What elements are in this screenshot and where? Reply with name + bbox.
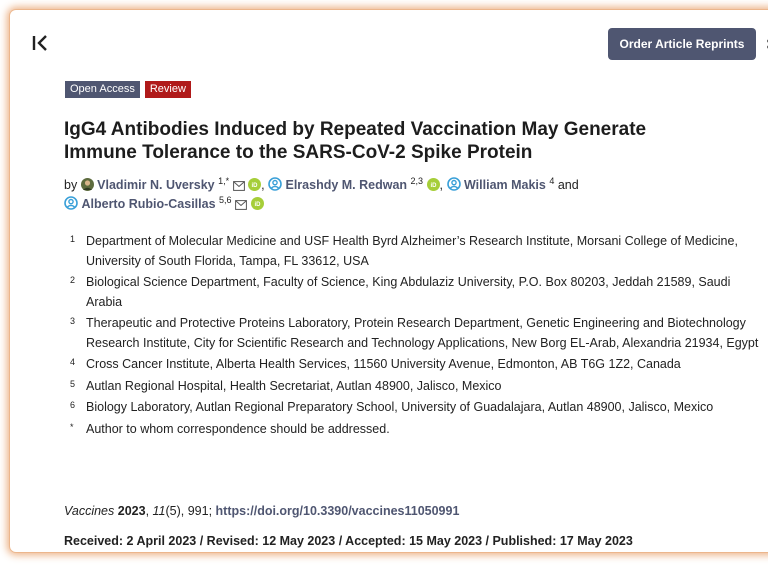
affiliation-number: 4	[70, 357, 76, 367]
author-affil-sup: 2,3	[410, 175, 424, 186]
affiliation-number: 3	[70, 316, 76, 326]
email-icon[interactable]	[233, 181, 245, 191]
orcid-icon[interactable]	[427, 178, 440, 191]
affiliation-item	[70, 314, 760, 353]
affiliation-item	[70, 420, 760, 440]
author-profile-icon	[447, 177, 461, 191]
svg-text:iD: iD	[254, 202, 260, 208]
author-link-makis[interactable]: William Makis	[463, 178, 546, 192]
orcid-icon[interactable]	[251, 197, 264, 210]
more-icon[interactable]	[764, 38, 768, 50]
author-affil-sup: 5,6	[219, 194, 232, 205]
citation-year: 2023	[117, 504, 146, 518]
article-panel	[10, 10, 768, 552]
affiliation-number: 6	[70, 400, 76, 410]
open-access-badge: Open Access	[65, 81, 140, 98]
affiliation-number: *	[70, 421, 74, 432]
affiliation-text: Author to whom correspondence should be addressed.	[86, 421, 390, 436]
journal-name: Vaccines	[64, 504, 115, 518]
affiliation-text: Biological Science Department, Faculty of Science, King Abdulaziz University, P.O. Box 80203, Jeddah 21589, Saudi Arabia	[86, 275, 731, 309]
and-label: and	[557, 178, 579, 192]
citation-volume: 11	[152, 504, 166, 518]
author-link-rubio-casillas[interactable]: Alberto Rubio-Casillas	[81, 197, 216, 211]
affiliation-text: Department of Molecular Medicine and USF Health Byrd Alzheimer’s Research Institute, Morsani College of Medicine, University of South Florida, Tampa, FL 33612, USA	[86, 234, 738, 268]
author-profile-icon	[268, 177, 282, 191]
collapse-left-icon[interactable]	[30, 32, 52, 54]
citation-line: Vaccines 2023, 11(5), 991; https://doi.org/10.3390/vaccines11050991	[64, 504, 460, 518]
article-title: IgG4 Antibodies Induced by Repeated Vaccination May Generate Immune Tolerance to the SARS-CoV-2 Spike Protein	[64, 119, 647, 163]
affiliation-number: 5	[70, 378, 76, 389]
author-affil-sup: 4	[549, 175, 555, 186]
author-list: by Vladimir N. Uversky $^{1,*}$ iD , Elrashdy M. Redwan $^{2,3}$ iD , William Makis $^4$ and Alberto Rubio-Casillas $^{5,6}$ iD	[64, 175, 579, 211]
publication-dates: Received: 2 April 2023 / Revised: 12 May 2023 / Accepted: 15 May 2023 / Published: 17 May 2023	[64, 534, 633, 548]
affiliation-number: 1	[70, 234, 76, 244]
affiliation-text: Biology Laboratory, Autlan Regional Preparatory School, University of Guadalajara, Autlan 48900, Jalisco, Mexico	[86, 400, 714, 414]
email-icon[interactable]	[235, 200, 247, 210]
article-badges	[65, 81, 191, 98]
author-affil-sup: 1,*	[218, 175, 230, 186]
svg-text:iD: iD	[430, 183, 437, 189]
author-photo-icon	[81, 178, 94, 191]
affiliation-item	[70, 273, 760, 312]
by-label: by	[64, 178, 78, 192]
affiliation-list	[70, 232, 760, 441]
orcid-icon[interactable]	[248, 178, 261, 191]
author-profile-icon	[64, 196, 78, 210]
affiliation-text: Therapeutic and Protective Proteins Laboratory, Protein Research Department, Genetic Engineering and Biotechnology Research Institute, City for Scientific Research and Technology Applications, New Borg EL-Arab, Alexandria 21934, Egypt	[86, 316, 759, 350]
svg-text:iD: iD	[251, 183, 258, 189]
author-link-uversky[interactable]: Vladimir N. Uversky	[97, 178, 215, 192]
affiliation-item	[70, 377, 760, 397]
affiliation-number: 2	[70, 275, 76, 285]
affiliation-item	[70, 398, 760, 418]
affiliation-text: Autlan Regional Hospital, Health Secretariat, Autlan 48900, Jalisco, Mexico	[86, 378, 502, 393]
order-reprints-button[interactable]: Order Article Reprints	[608, 28, 756, 60]
doi-link[interactable]: https://doi.org/10.3390/vaccines11050991	[215, 504, 460, 518]
review-badge: Review	[145, 81, 191, 98]
affiliation-item	[70, 355, 760, 375]
author-link-redwan[interactable]: Elrashdy M. Redwan	[285, 178, 408, 192]
affiliation-text: Cross Cancer Institute, Alberta Health Services, 11560 University Avenue, Edmonton, AB T6G 1Z2, Canada	[86, 357, 681, 371]
affiliation-item	[70, 232, 760, 271]
citation-issue: (5), 991;	[165, 504, 216, 518]
